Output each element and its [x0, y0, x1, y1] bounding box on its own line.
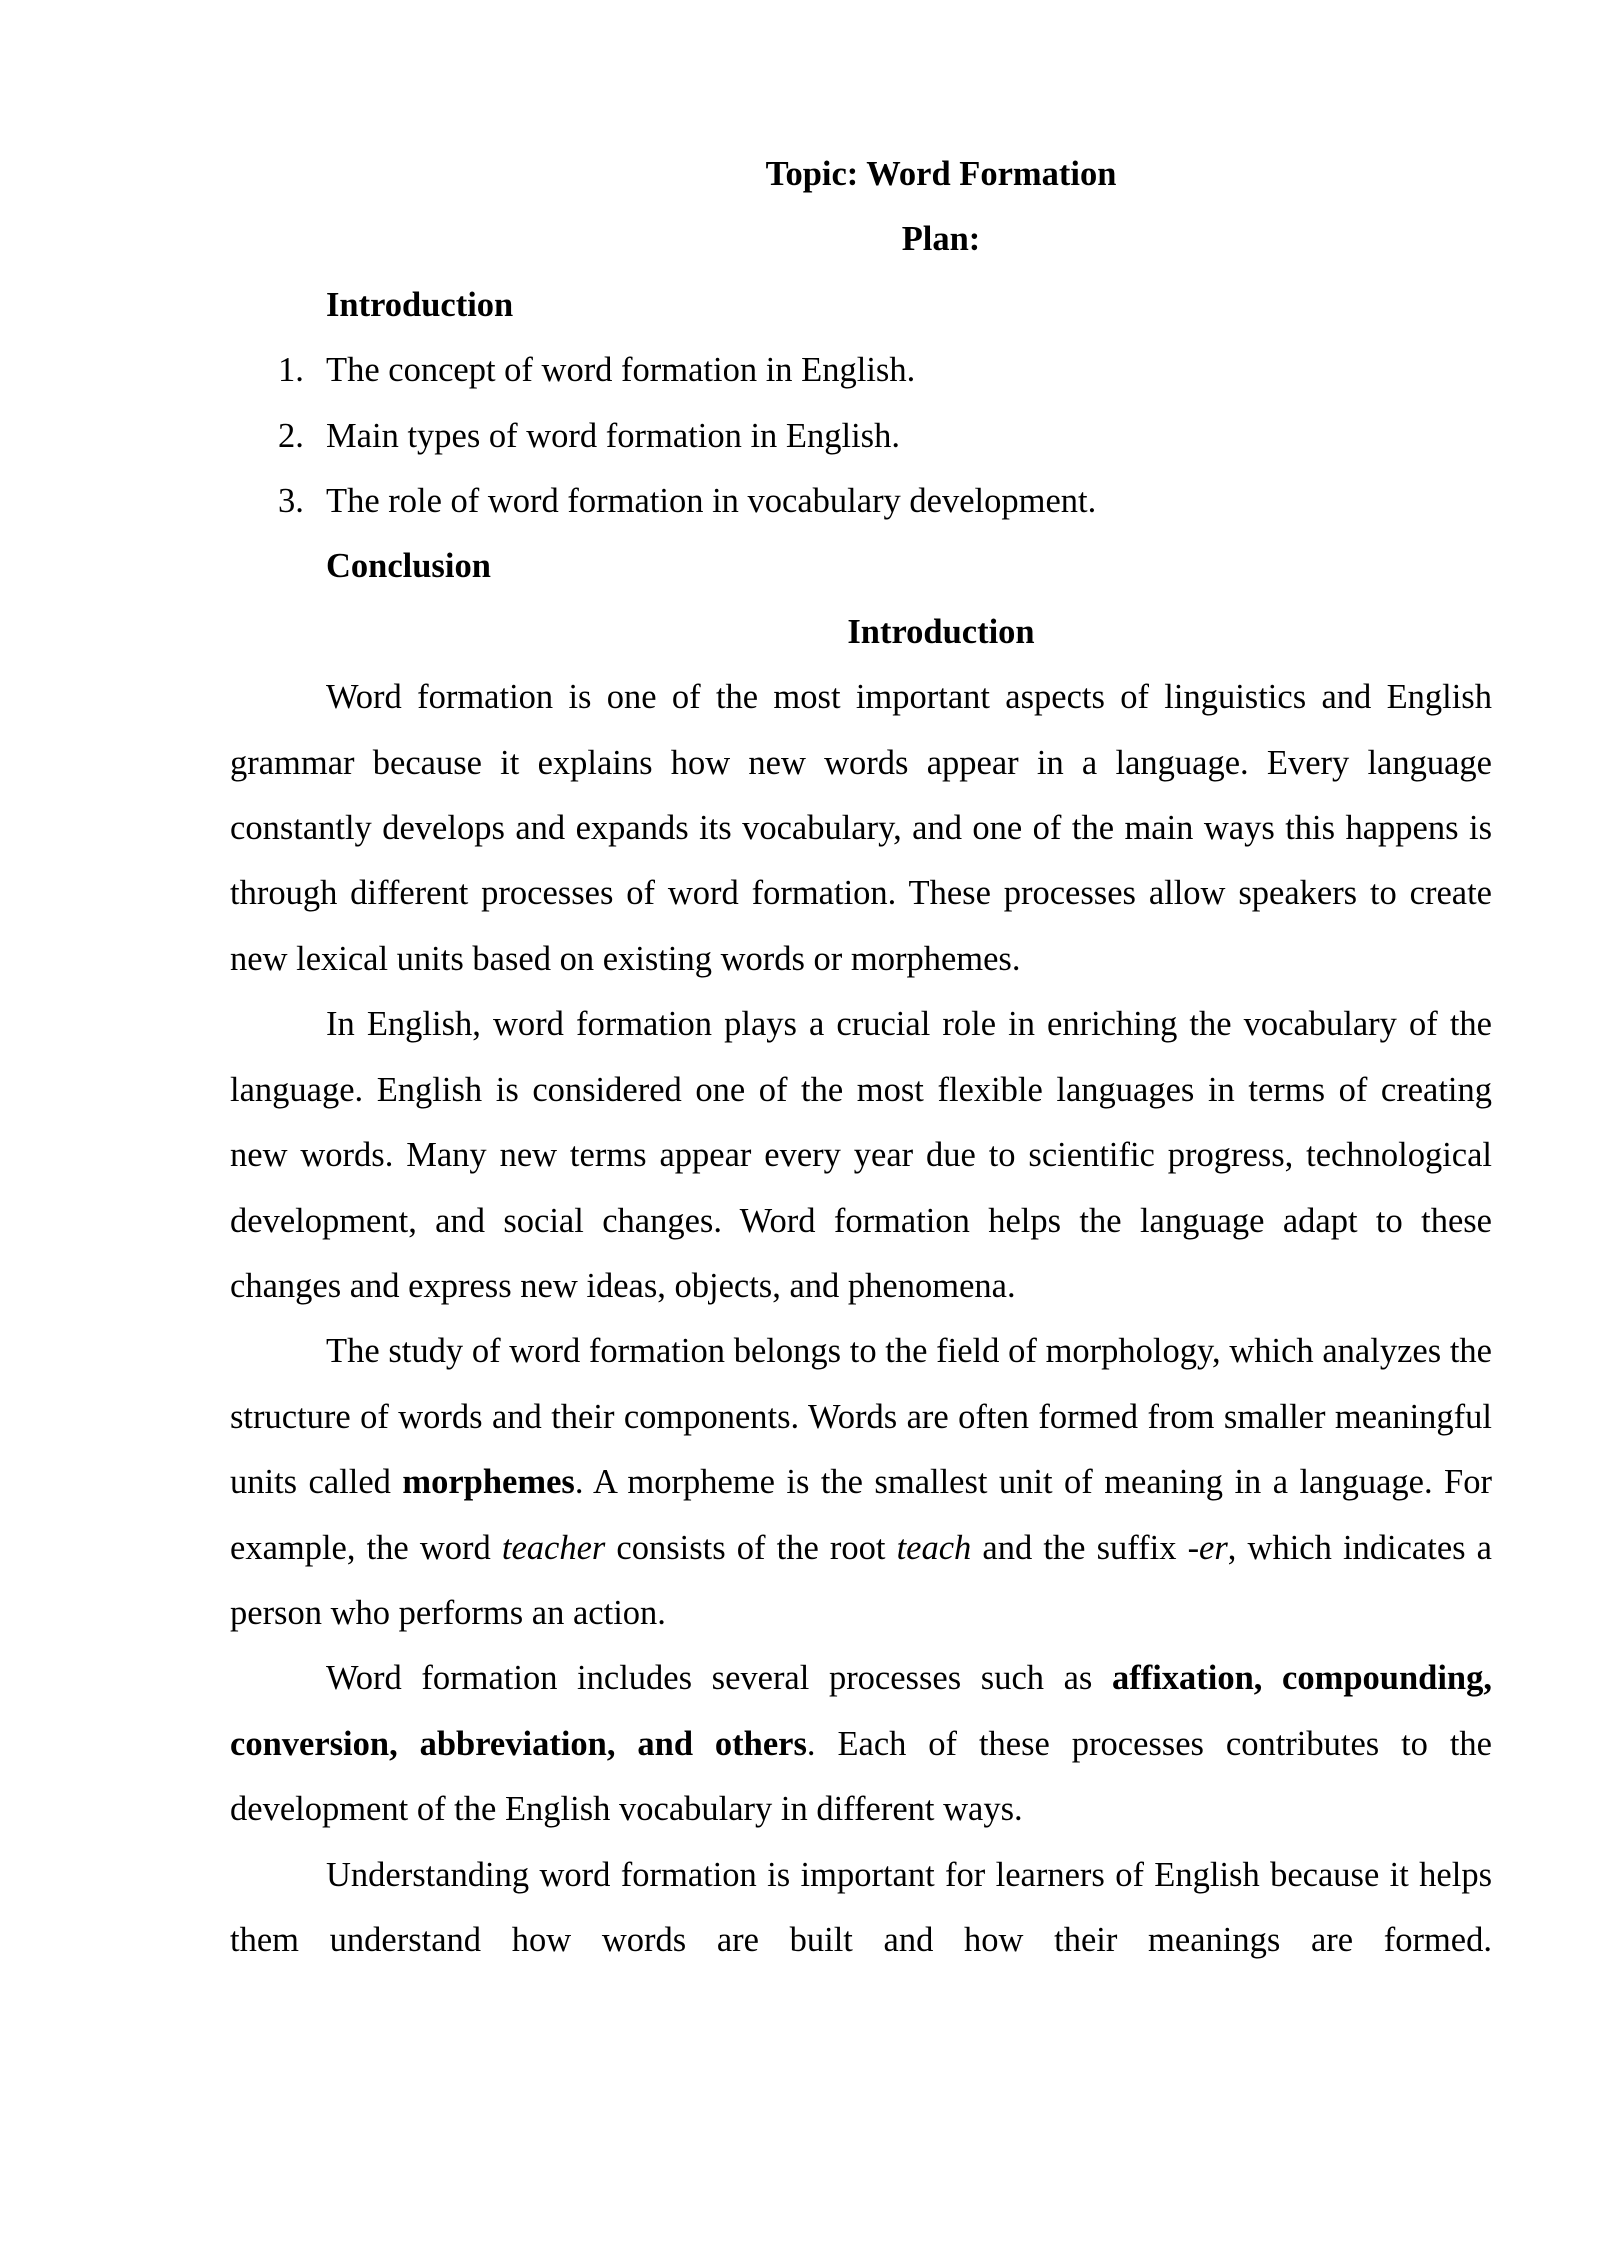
paragraph-3-text: The study of word formation belongs to the field of morphology, which analyzes the structure of words and their components. Words are often formed from smaller meaningful units called	[230, 1332, 1492, 1502]
paragraph-3-text: . A morpheme is the smallest unit of meaning in a language. For example, the word	[230, 1463, 1492, 1567]
term-morphemes: morphemes	[402, 1463, 575, 1502]
plan-item-number: 2.	[278, 416, 304, 455]
paragraph-3-text: , which indicates a person who performs an action.	[230, 1528, 1492, 1632]
plan-item-text: Main types of word formation in English.	[326, 416, 900, 455]
paragraph-3-text: consists of the root	[605, 1528, 897, 1567]
paragraph-5: Understanding word formation is important for learners of English because it helps them understand how words are built and how their meanings are formed.	[230, 1855, 1492, 1959]
page-title: Topic: Word Formation	[765, 155, 1117, 193]
example-word-teacher: teacher	[501, 1528, 606, 1567]
paragraph-3	[230, 1319, 1492, 1646]
example-root-teach: teach	[896, 1528, 972, 1567]
plan-item-number: 3.	[278, 482, 304, 521]
example-suffix-er: -er	[1187, 1528, 1228, 1567]
paragraph-4	[230, 1646, 1492, 1842]
plan-label: Plan:	[901, 220, 981, 259]
plan-item	[230, 404, 1492, 469]
plan-item	[230, 469, 1492, 534]
section-heading-introduction: Introduction	[847, 612, 1035, 651]
term-processes: affixation, compounding, conversion, abbreviation, and others	[230, 1659, 1492, 1763]
document-body	[230, 142, 1492, 1973]
plan-item	[230, 338, 1492, 403]
paragraph-2: In English, word formation plays a crucial role in enriching the vocabulary of the language. English is considered one of the most flexible languages in terms of creating new words. Many new terms appear every year due to scientific progress, technological development, and social changes. Word formation helps the language adapt to these changes and express new ideas, objects, and phenomena.	[230, 1005, 1492, 1305]
plan-item-text: The role of word formation in vocabulary development.	[326, 482, 1097, 521]
plan-conclusion: Conclusion	[326, 547, 491, 586]
plan-list	[230, 338, 1492, 534]
paragraph-1: Word formation is one of the most important aspects of linguistics and English grammar because it explains how new words appear in a language. Every language constantly develops and expands its vocabulary, and one of the main ways this happens is through different processes of word formation. These processes allow speakers to create new lexical units based on existing words or morphemes.	[230, 678, 1492, 978]
plan-intro: Introduction	[326, 285, 514, 324]
paragraph-3-text: and the suffix	[971, 1528, 1188, 1567]
plan-item-number: 1.	[278, 351, 304, 390]
plan-item-text: The concept of word formation in English.	[326, 351, 916, 390]
paragraph-4-text: Word formation includes several processes such as	[326, 1659, 1112, 1698]
paragraph-4-text: . Each of these processes contributes to the development of the English vocabulary in different ways.	[230, 1724, 1492, 1829]
